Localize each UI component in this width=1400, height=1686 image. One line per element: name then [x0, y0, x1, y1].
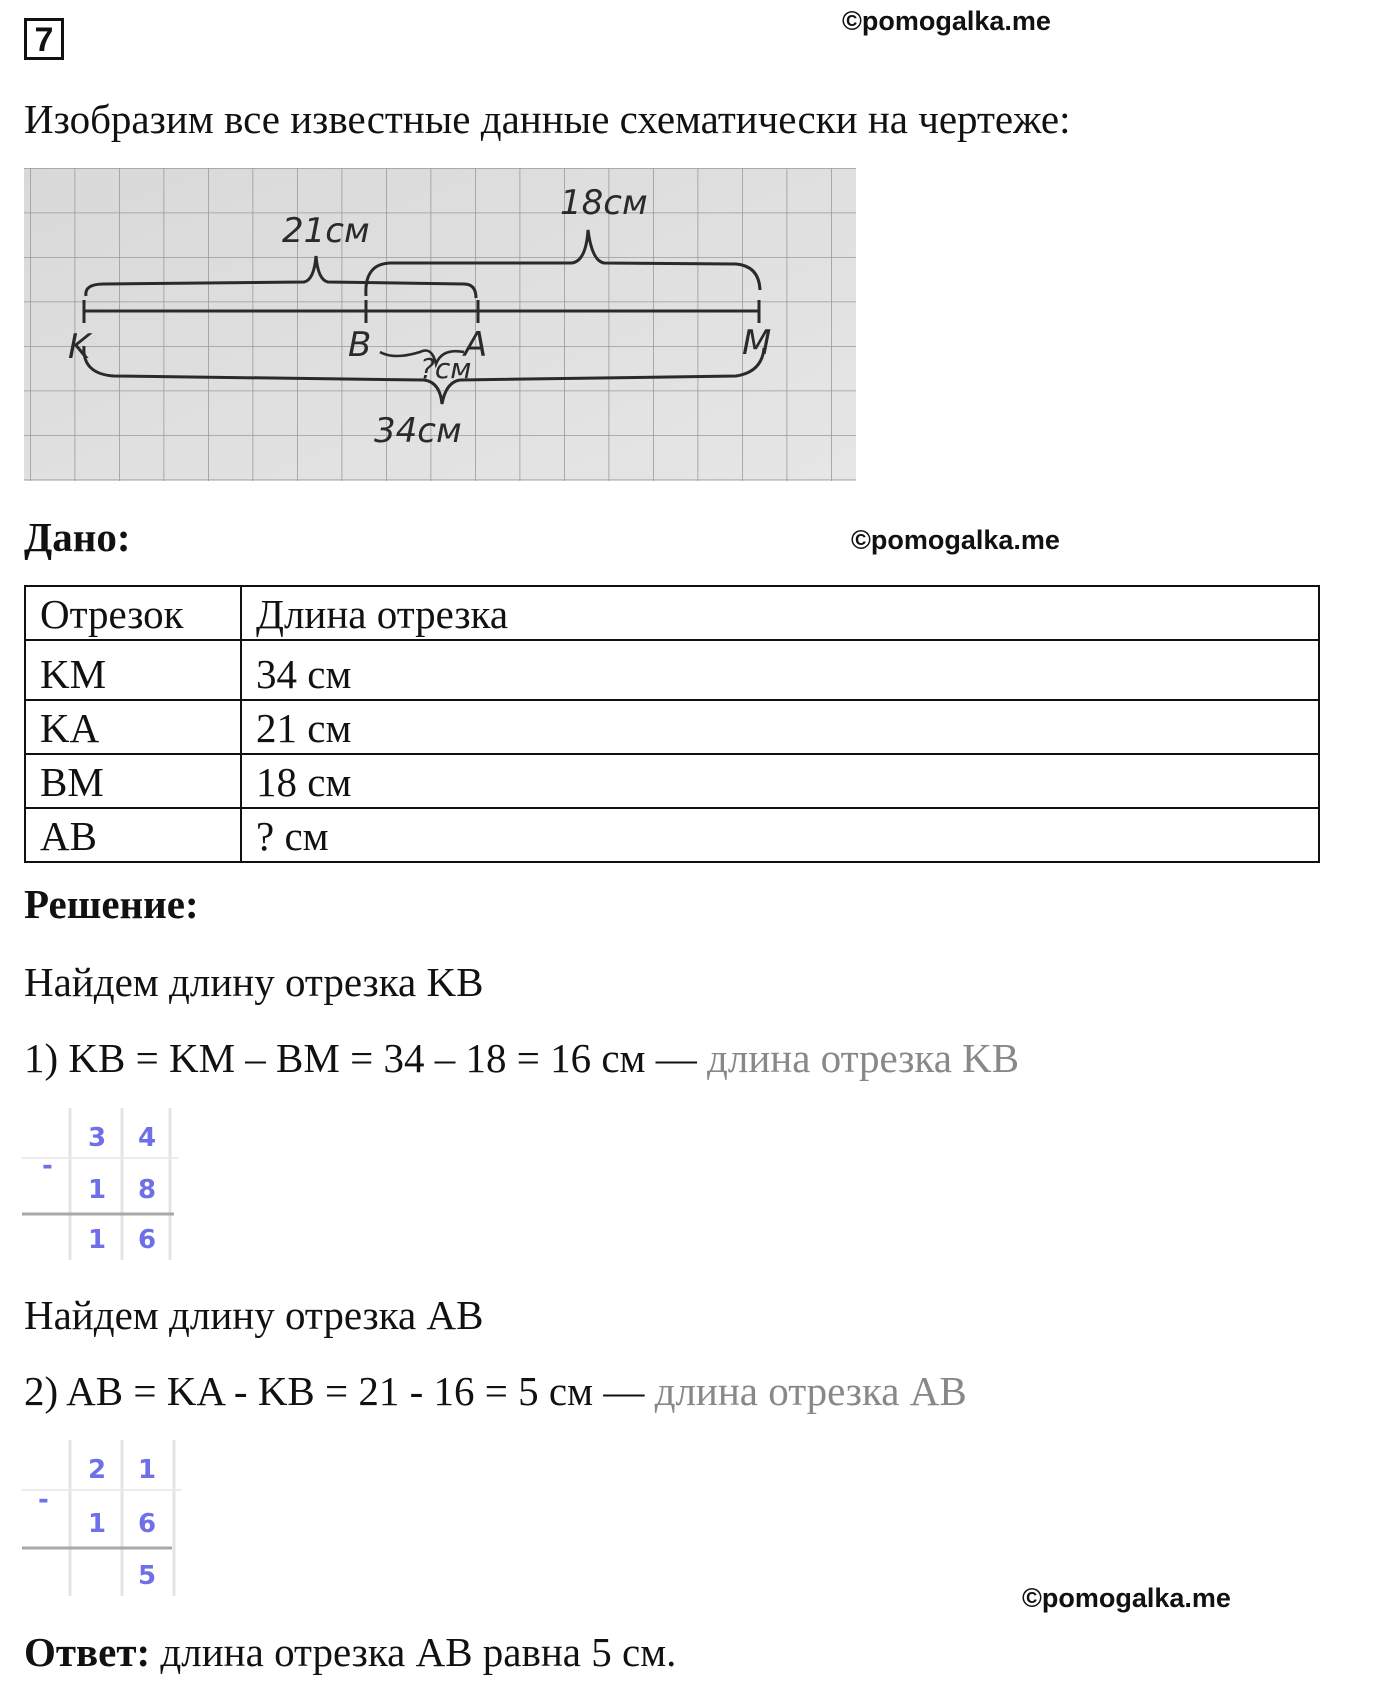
solution-heading: Решение:	[24, 881, 199, 927]
calc1-digit: 4	[138, 1123, 157, 1153]
answer-label: Ответ:	[24, 1629, 151, 1675]
calc2-digit: 2	[88, 1455, 107, 1485]
step2-formula: 2) AB = KA - KB = 21 - 16 = 5 см —	[24, 1368, 645, 1414]
step1-intro: Найдем длину отрезка KB	[24, 959, 484, 1005]
point-label-m: M	[742, 323, 772, 363]
table-row	[25, 700, 1319, 754]
task-number: 7	[24, 18, 64, 60]
label-ab: ?см	[420, 352, 472, 385]
label-bm: 18см	[560, 183, 648, 223]
step1-line	[24, 1035, 1020, 1081]
column-subtraction-1	[22, 1108, 178, 1260]
table-cell-segment: KM	[25, 640, 241, 700]
watermark-bottom: ©pomogalka.me	[1022, 1583, 1231, 1613]
calc1-digit: 3	[88, 1123, 107, 1153]
calc2-digit: 6	[138, 1509, 157, 1539]
table-cell-length: 18 см	[241, 754, 1319, 808]
calc1-digit: 1	[88, 1175, 107, 1205]
answer-text: длина отрезка AB равна 5 см.	[160, 1629, 677, 1675]
calc1-digit: 6	[138, 1225, 157, 1255]
table-row	[25, 754, 1319, 808]
step2-note: длина отрезка AB	[654, 1368, 967, 1414]
minus-sign: -	[38, 1485, 49, 1515]
step1-note: длина отрезка KB	[707, 1035, 1020, 1081]
label-km: 34см	[374, 411, 462, 451]
minus-sign: -	[42, 1151, 53, 1181]
calc1-digit: 8	[138, 1175, 157, 1205]
given-table	[24, 585, 1320, 863]
label-ka: 21см	[282, 211, 370, 251]
table-cell-segment: KA	[25, 700, 241, 754]
intro-text: Изобразим все известные данные схематически на чертеже:	[24, 96, 1071, 142]
step2-line	[24, 1368, 967, 1414]
step1-formula: 1) KB = KM – BM = 34 – 18 = 16 см —	[24, 1035, 697, 1081]
step2-intro: Найдем длину отрезка AB	[24, 1292, 484, 1338]
point-label-a: A	[464, 325, 488, 365]
point-label-k: K	[68, 327, 91, 367]
calc2-digit: 1	[138, 1455, 157, 1485]
table-cell-length: ? см	[241, 808, 1319, 862]
table-cell-segment: BM	[25, 754, 241, 808]
column-subtraction-2	[22, 1440, 182, 1596]
given-heading: Дано:	[24, 514, 131, 560]
table-header-cell: Отрезок	[25, 586, 241, 640]
calc2-digit: 5	[138, 1561, 157, 1591]
table-cell-length: 21 см	[241, 700, 1319, 754]
answer-line	[24, 1629, 677, 1675]
watermark-middle: ©pomogalka.me	[851, 525, 1060, 555]
table-cell-segment: AB	[25, 808, 241, 862]
table-row	[25, 640, 1319, 700]
point-label-b: B	[348, 325, 372, 365]
segment-sketch	[24, 168, 856, 481]
table-header-row	[25, 586, 1319, 640]
calc1-digit: 1	[88, 1225, 107, 1255]
watermark-top: ©pomogalka.me	[842, 6, 1051, 36]
table-header-cell: Длина отрезка	[241, 586, 1319, 640]
table-row	[25, 808, 1319, 862]
calc2-digit: 1	[88, 1509, 107, 1539]
table-cell-length: 34 см	[241, 640, 1319, 700]
